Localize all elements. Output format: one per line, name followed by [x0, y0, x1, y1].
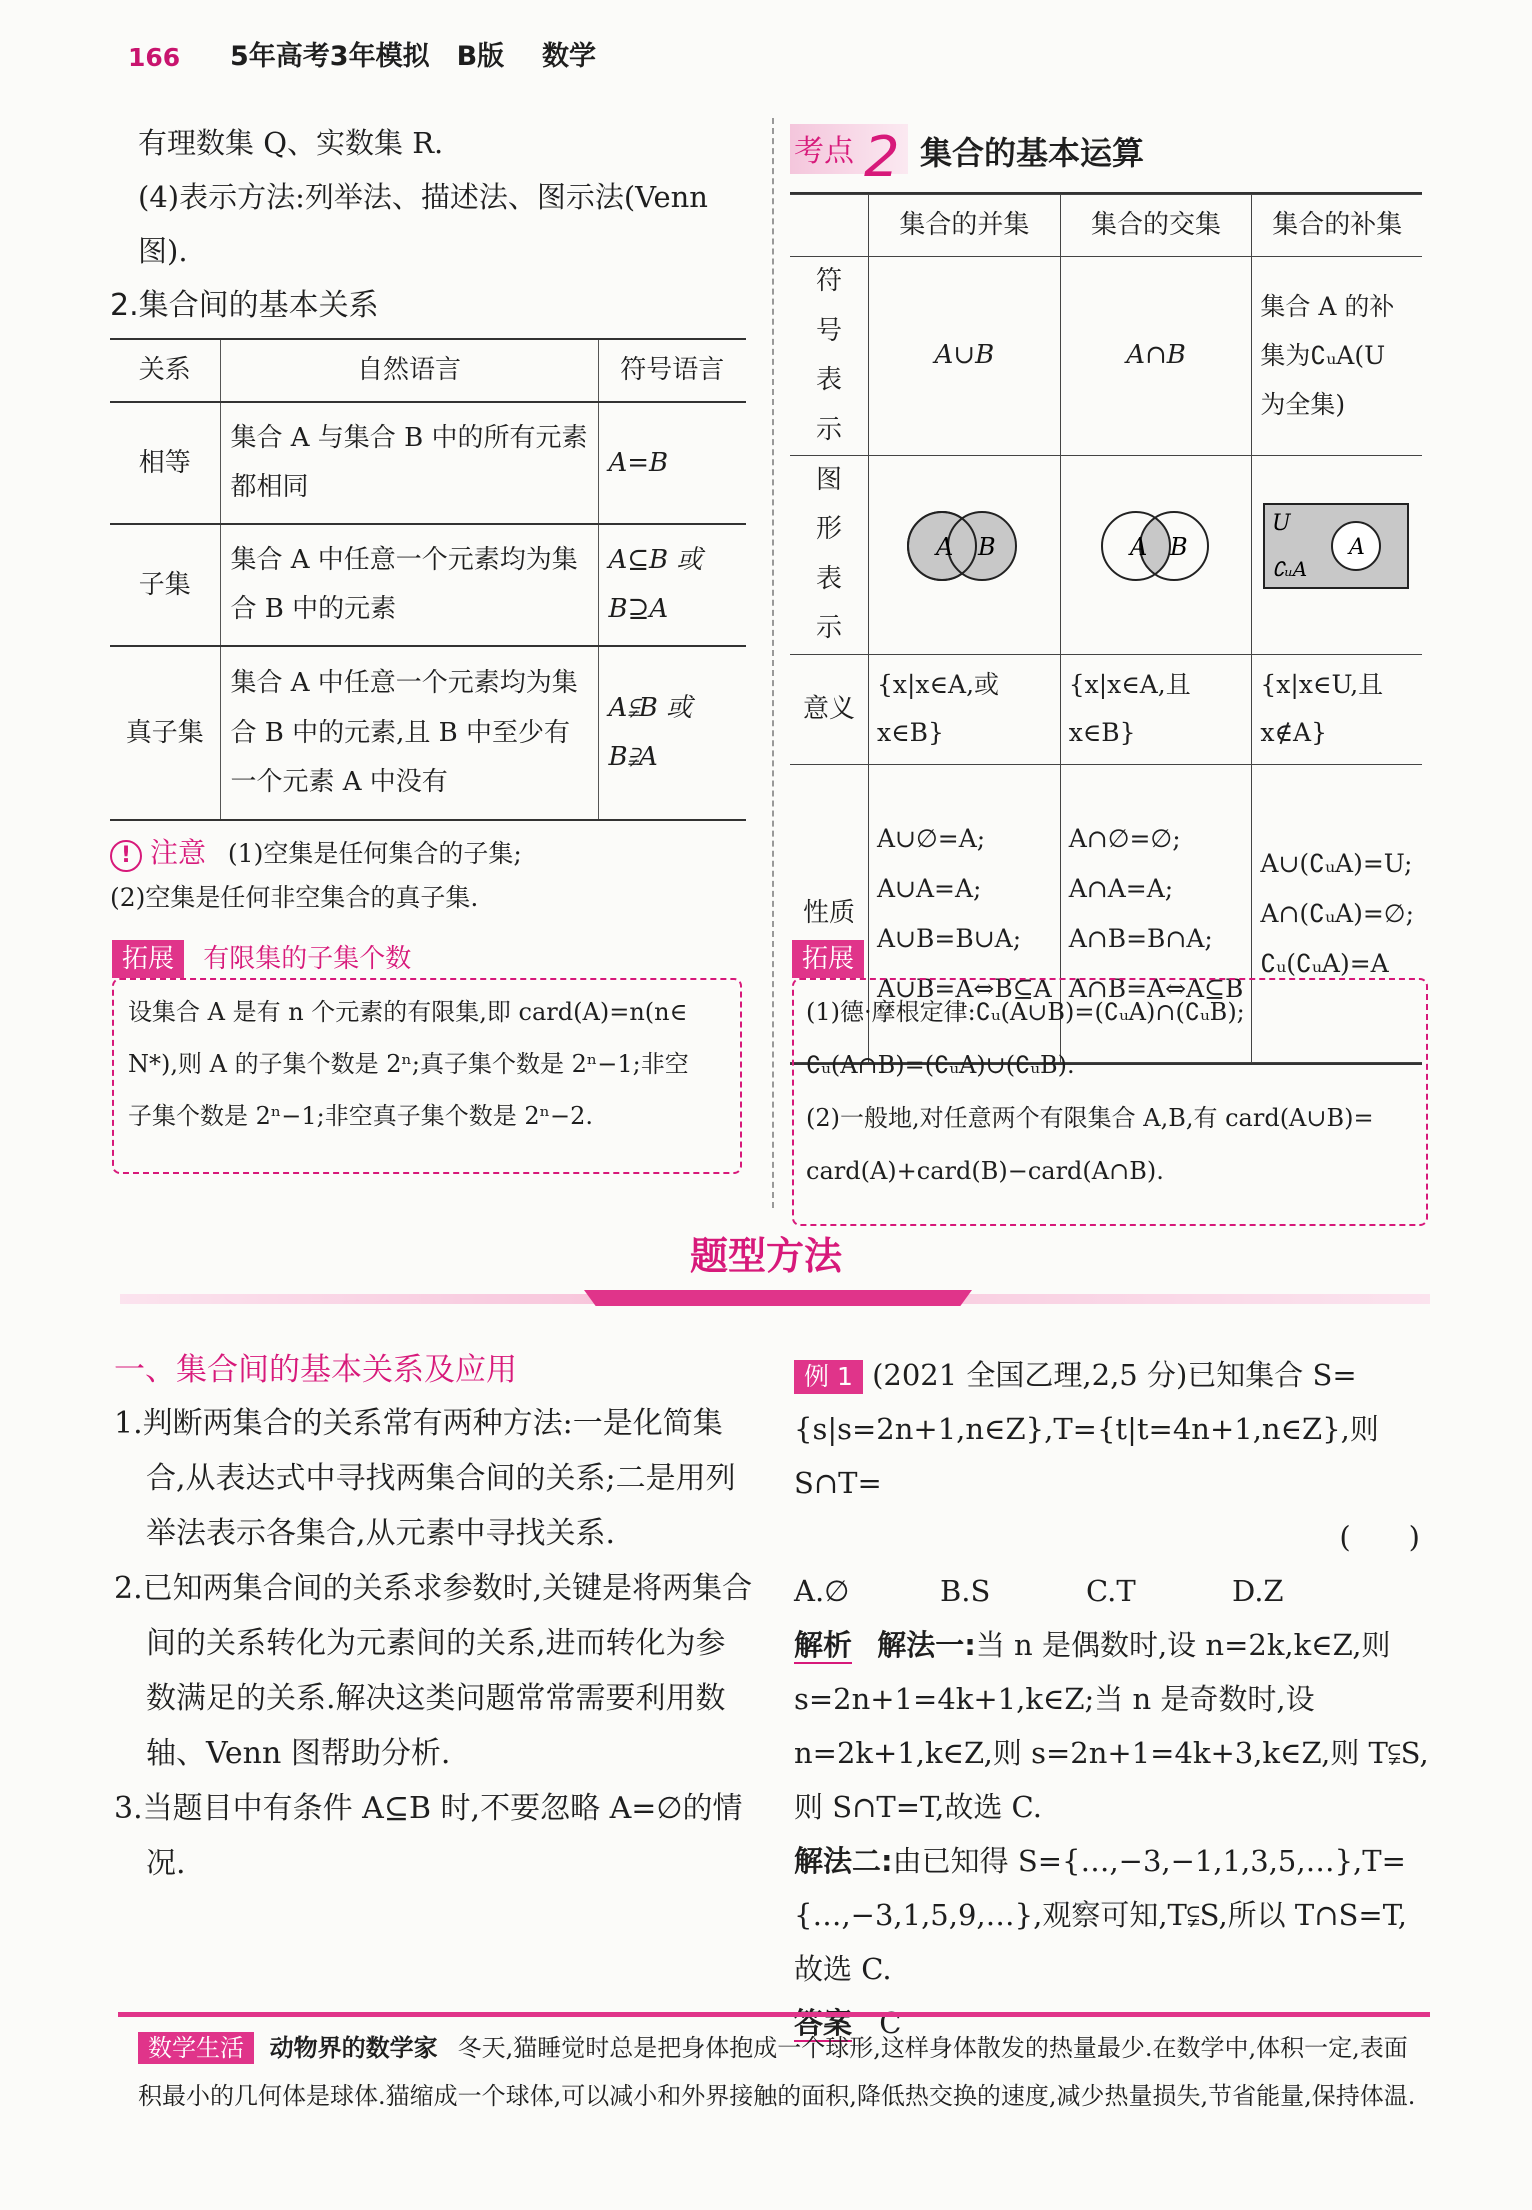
row-label-symbol: 符号表示 [790, 257, 869, 456]
relation-table [110, 338, 746, 821]
relation-natural: 集合 A 中任意一个元素均为集合 B 中的元素 [220, 524, 598, 646]
method-point-2: 2.已知两集合间的关系求参数时,关键是将两集合间的关系转化为元素间的关系,进而转化为参数满足的关系.解决这类问题常常需要利用数轴、Venn 图帮助分析. [114, 1571, 753, 1771]
property-item: A∩A=A; [1068, 873, 1174, 903]
page-number: 166 [128, 43, 181, 72]
analysis-label: 解析 [794, 1628, 853, 1662]
relation-symbol: A⊆B 或 B⊇A [598, 524, 746, 646]
method1-label: 解法一: [877, 1628, 976, 1662]
note-line-1: (1)空集是任何集合的子集; [227, 839, 522, 868]
complement-venn [1252, 455, 1422, 654]
expand-tag: 拓展 [112, 940, 184, 978]
expand-right [792, 938, 1428, 1226]
expand-left [112, 938, 742, 1174]
venn-label-b: B [978, 533, 996, 562]
warning-icon: ! [110, 840, 142, 872]
relation-name: 相等 [110, 402, 220, 524]
footer-text: 冬天,猫睡觉时总是把身体抱成一个球形,这样身体散发的热量最少.在数学中,体积一定,表面积最小的几何体是球体.猫缩成一个球体,可以减小和外界接触的面积,降低热交换的速度,减少热量损失,节省能量,保持体温. [138, 2034, 1416, 2110]
property-item: A∪(∁ᵤA)=U; [1260, 848, 1413, 878]
option-d: D.Z [1232, 1574, 1284, 1608]
example-block [794, 1348, 1430, 2050]
expand-body [792, 978, 1428, 1226]
property-item: A∩∅=∅; [1068, 823, 1181, 853]
expand-body [112, 978, 742, 1174]
analysis-method-1 [794, 1618, 1430, 1834]
relation-heading: 2.集合间的基本关系 [110, 288, 379, 323]
example-question-wrap [794, 1348, 1430, 1510]
method-point-1: 1.判断两集合的关系常有两种方法:一是化简集合,从表达式中寻找两集合间的关系;二是用列举法表示各集合,从元素中寻找关系. [114, 1406, 736, 1551]
property-item: A∩(∁ᵤA)=∅; [1260, 898, 1414, 928]
row-label-meaning: 意义 [790, 654, 869, 765]
column-divider [772, 118, 774, 1208]
venn-label-a: A [936, 533, 954, 562]
relation-symbol: A=B [598, 402, 746, 524]
complement-header: 集合的补集 [1252, 195, 1422, 257]
footer-tag: 数学生活 [138, 2032, 254, 2064]
book-title: 5年高考3年模拟 B版 [230, 41, 505, 72]
property-item: ∁ᵤ(∁ᵤA)=A [1260, 948, 1389, 978]
union-meaning: {x|x∈A,或 x∈B} [869, 654, 1061, 765]
relation-name: 子集 [110, 524, 220, 646]
relation-name: 真子集 [110, 646, 220, 820]
property-item: A∪A=A; [877, 873, 982, 903]
union-venn [869, 455, 1061, 654]
intersection-symbol: A∩B [1060, 257, 1252, 456]
intersection-header: 集合的交集 [1060, 195, 1252, 257]
row-label-property: 性质 [790, 765, 869, 1063]
left-intro [138, 116, 750, 278]
kaodian-title: 集合的基本运算 [920, 134, 1145, 172]
complement-symbol: 集合 A 的补集为∁ᵤA(U 为全集) [1252, 257, 1422, 456]
venn-label-u: U [1272, 511, 1291, 537]
intro-line-1: 有理数集 Q、实数集 R. [138, 126, 444, 160]
methods-divider-accent [584, 1290, 972, 1306]
analysis-method-2 [794, 1834, 1430, 1996]
expand-line-1: (1)德·摩根定律:∁ᵤ(A∪B)=(∁ᵤA)∩(∁ᵤB); [806, 998, 1245, 1026]
example-bracket: ( ) [1339, 1520, 1420, 1554]
option-a: A.∅ [794, 1574, 850, 1608]
intro-line-3: 图). [138, 234, 188, 268]
property-item: A∩B=A⇔A⊆B [1068, 973, 1244, 1003]
section-title: 一、集合间的基本关系及应用 [114, 1352, 517, 1388]
relation-symbol: A⫋B 或 B⫌A [598, 646, 746, 820]
venn-label-a: A [1349, 535, 1366, 561]
complement-venn-diagram [1256, 496, 1418, 596]
property-item: A∪B=B∪A; [877, 923, 1022, 953]
intersection-meaning: {x|x∈A,且 x∈B} [1060, 654, 1252, 765]
note-label: 注意 [149, 836, 206, 869]
intersection-venn [1060, 455, 1252, 654]
method-point-3: 3.当题目中有条件 A⊆B 时,不要忽略 A=∅的情况. [114, 1791, 743, 1881]
row-label-figure: 图形表示 [790, 455, 869, 654]
option-b: B.S [940, 1574, 991, 1608]
expand-line-1: 设集合 A 是有 n 个元素的有限集,即 card(A)=n(n∈ [128, 998, 688, 1026]
relation-natural: 集合 A 与集合 B 中的所有元素都相同 [220, 402, 598, 524]
subject-label: 数学 [542, 41, 596, 72]
note-line-2: (2)空集是任何非空集合的真子集. [110, 883, 479, 912]
example-question: (2021 全国乙理,2,5 分)已知集合 S={s|s=2n+1,n∈Z},T={t|t=4n+1,n∈Z},则 S∩T= [794, 1358, 1379, 1500]
method2-text: 由已知得 S={…,−3,−1,1,3,5,…},T={…,−3,1,5,9,…},观察可知,T⫋S,所以 T∩S=T,故选 C. [794, 1844, 1408, 1986]
methods-title: 题型方法 [689, 1234, 842, 1278]
footer-block [138, 2024, 1428, 2120]
union-header: 集合的并集 [869, 195, 1061, 257]
venn-label-cua: ∁ᵤA [1272, 557, 1308, 582]
relation-natural: 集合 A 中任意一个元素均为集合 B 中的元素,且 B 中至少有一个元素 A 中没有 [220, 646, 598, 820]
union-symbol: A∪B [869, 257, 1061, 456]
kaodian-number: 2 [864, 125, 900, 190]
note-block [110, 832, 750, 921]
union-venn-diagram [870, 496, 1058, 596]
expand-line-2: ∁ᵤ(A∩B)=(∁ᵤA)∪(∁ᵤB). [806, 1051, 1075, 1079]
expand-line-3: (2)一般地,对任意两个有限集合 A,B,有 card(A∪B)= [806, 1104, 1374, 1132]
property-item: A∪B=A⇔B⊆A [877, 973, 1052, 1003]
expand-tag: 拓展 [792, 940, 864, 978]
method1-text: 当 n 是偶数时,设 n=2k,k∈Z,则 s=2n+1=4k+1,k∈Z;当 n 是奇数时,设 n=2k+1,k∈Z,则 s=2n+1=4k+3,k∈Z,则 T⫋S,则 S∩T=T,故选 C. [794, 1628, 1429, 1824]
property-item: A∪∅=A; [877, 823, 986, 853]
example-tag: 例 1 [794, 1360, 863, 1394]
property-item: A∩B=B∩A; [1068, 923, 1213, 953]
symbol-header: 符号语言 [598, 340, 746, 402]
expand-line-2: N*),则 A 的子集个数是 2ⁿ;真子集个数是 2ⁿ−1;非空 [128, 1050, 689, 1078]
venn-label-b: B [1170, 533, 1188, 562]
expand-line-4: card(A)+card(B)−card(A∩B). [806, 1157, 1164, 1185]
option-c: C.T [1086, 1574, 1136, 1608]
example-options [794, 1564, 1430, 1618]
kaodian-heading [790, 118, 1422, 190]
expand-line-3: 子集个数是 2ⁿ−1;非空真子集个数是 2ⁿ−2. [128, 1102, 594, 1130]
answer-value: C [879, 2006, 902, 2040]
kaodian-label: 考点 [794, 134, 854, 169]
ops-table [790, 192, 1422, 1065]
intersection-venn-diagram [1068, 496, 1244, 596]
natural-header: 自然语言 [220, 340, 598, 402]
venn-label-a: A [1130, 533, 1148, 562]
footer-rule [118, 2012, 1430, 2017]
expand-title: 有限集的子集个数 [203, 944, 412, 974]
section-body [114, 1396, 754, 1891]
intro-line-2: (4)表示方法:列举法、描述法、图示法(Venn [138, 180, 708, 214]
ops-header-empty [790, 195, 869, 257]
complement-meaning: {x|x∈U,且 x∉A} [1252, 654, 1422, 765]
method2-label: 解法二: [794, 1844, 893, 1878]
relation-header: 关系 [110, 340, 220, 402]
footer-title: 动物界的数学家 [269, 2034, 438, 2062]
answer-label: 答案 [794, 2006, 853, 2040]
